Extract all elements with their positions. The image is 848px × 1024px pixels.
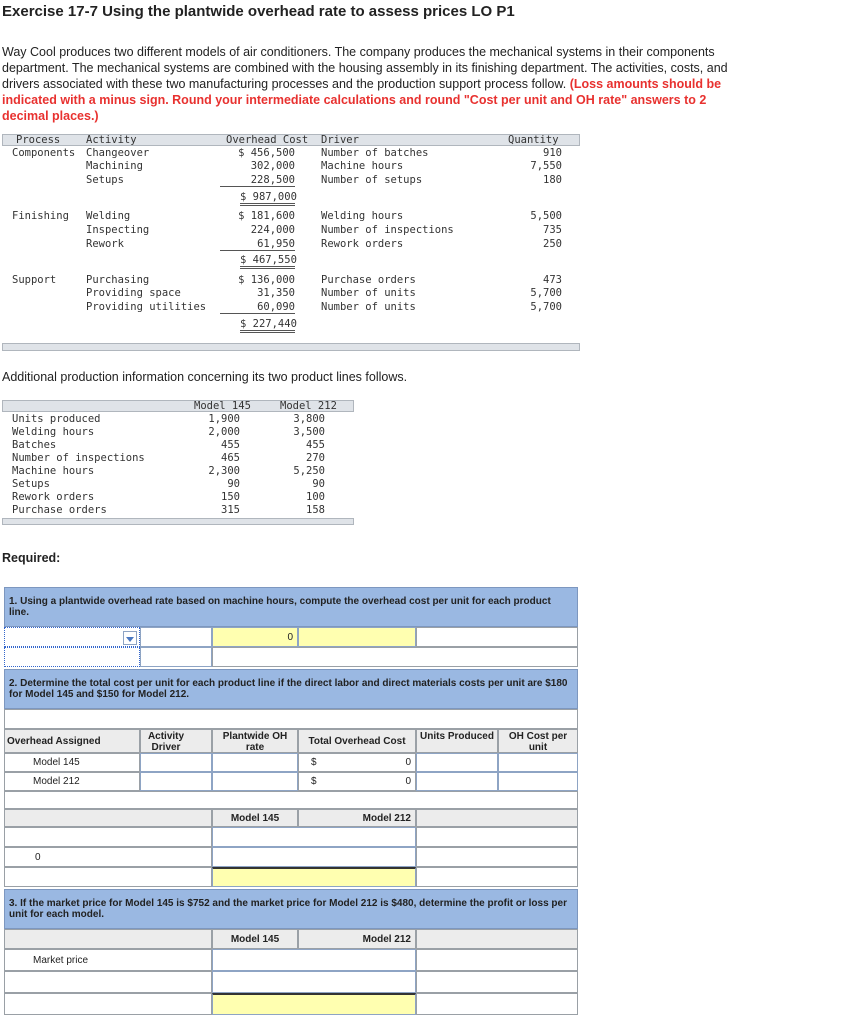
q2-part2-header-212	[298, 809, 416, 827]
driver-label: Number of units	[321, 287, 416, 299]
q2-header-total-text: Total Overhead Cost	[308, 736, 406, 747]
q3-empty	[416, 993, 578, 1015]
driver-label: Number of setups	[321, 174, 423, 186]
q2-total-cell-145	[298, 753, 416, 772]
q2-part2-row-label	[4, 827, 212, 847]
q1-input-3[interactable]	[140, 647, 212, 667]
q2-per-unit-input-212[interactable]	[498, 772, 578, 791]
model-145-value: 315	[221, 504, 240, 516]
col-header-process: Process	[16, 134, 61, 146]
model-212-value: 90	[312, 478, 325, 490]
model-212-value: 3,500	[293, 426, 325, 438]
process-components: Components	[12, 147, 76, 159]
model-212-value: 100	[306, 491, 325, 503]
q2-part2-input-row-2[interactable]	[212, 847, 416, 867]
activity-label: Providing utilities	[86, 301, 207, 313]
cost-table-scrollbar[interactable]	[2, 343, 580, 351]
model-145-value: 2,000	[208, 426, 240, 438]
q1-input-2[interactable]	[298, 627, 416, 647]
q2-driver-input-145[interactable]	[140, 753, 212, 772]
q3-market-price-label-cell	[4, 949, 212, 971]
q2-header-assigned-text: Overhead Assigned	[7, 736, 101, 747]
cost-value: 228,500	[220, 174, 295, 187]
model-212-value: 3,800	[293, 413, 325, 425]
q3-text: 3. If the market price for Model 145 is $752 and the market price for Model 212 is $480, determine the profit or loss per unit for each model.	[9, 898, 567, 920]
q2-row-label: Model 212	[33, 776, 80, 787]
q2-part2-empty	[416, 827, 578, 847]
driver-label: Number of units	[321, 301, 416, 313]
q2-part2-header-145-text: Model 145	[230, 813, 280, 824]
exercise-title: Exercise 17-7 Using the plantwide overhead rate to assess prices LO P1	[2, 3, 515, 20]
model-212-value: 158	[306, 504, 325, 516]
cost-value: 60,090	[220, 301, 295, 314]
row-label: Setups	[12, 478, 50, 490]
q2-total-value: 0	[405, 757, 411, 768]
q3-header-145	[212, 929, 298, 949]
q3-row-label	[4, 993, 212, 1015]
driver-label: Number of batches	[321, 147, 429, 159]
components-total: $ 987,000	[240, 191, 295, 206]
q2-part2-header-empty	[416, 809, 578, 827]
q3-header-blank	[4, 929, 212, 949]
col-header-model-145: Model 145	[194, 400, 251, 412]
q1-result-value: 0	[287, 632, 293, 643]
quantity-value: 5,700	[530, 287, 562, 299]
q2-header-driver-text: Activity Driver	[147, 731, 185, 753]
driver-label: Machine hours	[321, 160, 404, 172]
q2-header-units-text: Units Produced	[420, 731, 494, 742]
cost-value: $ 181,600	[238, 210, 295, 222]
row-label: Purchase orders	[12, 504, 107, 516]
model-212-value: 455	[306, 439, 325, 451]
q3-row-label	[4, 971, 212, 993]
q1-basis-select[interactable]	[4, 627, 140, 647]
q2-part2-header-145	[212, 809, 298, 827]
cost-value: 31,350	[257, 287, 295, 299]
col-header-quantity: Quantity	[508, 134, 559, 146]
row-label: Batches	[12, 439, 57, 451]
model-145-value: 90	[227, 478, 240, 490]
intro-text: Way Cool produces two different models of air conditioners. The company produces the mechanical systems in their components department. The mechanical systems are combined with the housing assembly in its finishing department. The activities, costs, and drivers associated with these two manufacturing processes and the production support process follow.	[2, 45, 728, 91]
activity-label: Machining	[86, 160, 143, 172]
col-header-cost: Overhead Cost	[226, 134, 309, 146]
q2-driver-input-212[interactable]	[140, 772, 212, 791]
q2-rate-input-212[interactable]	[212, 772, 298, 791]
cost-value: 61,950	[220, 238, 295, 251]
col-header-driver: Driver	[321, 134, 359, 146]
activity-label: Providing space	[86, 287, 181, 299]
activity-label: Purchasing	[86, 274, 150, 286]
additional-info-text: Additional production information concerning its two product lines follows.	[2, 370, 408, 384]
q2-header-units	[416, 729, 498, 753]
model-145-value: 150	[221, 491, 240, 503]
required-heading: Required:	[2, 551, 61, 565]
q2-header-assigned	[4, 729, 140, 753]
activity-label: Inspecting	[86, 224, 150, 236]
q3-header-145-text: Model 145	[230, 934, 280, 945]
intro-instructions: (Loss amounts should be indicated with a minus sign. Round your intermediate calculations and round "Cost per unit and OH rate" answers to 2 decimal places.)	[2, 77, 722, 123]
cost-value: $ 456,500	[238, 147, 295, 159]
q2-row-label: Model 145	[33, 757, 80, 768]
q3-header-212-text: Model 212	[362, 934, 411, 945]
q3-market-price-input[interactable]	[212, 949, 416, 971]
cost-value: 224,000	[250, 224, 295, 236]
activity-label: Setups	[86, 174, 124, 186]
q2-header-rate	[212, 729, 298, 753]
quantity-value: 735	[543, 224, 562, 236]
q2-units-input-145[interactable]	[416, 753, 498, 772]
dollar-sign: $	[311, 757, 317, 768]
q3-header	[4, 889, 578, 929]
row-label: Number of inspections	[12, 452, 145, 464]
q2-part2-total-row[interactable]	[212, 867, 416, 887]
cost-value: $ 136,000	[238, 274, 295, 286]
q2-header-total	[298, 729, 416, 753]
quantity-value: 7,550	[530, 160, 562, 172]
cost-value: 302,000	[250, 160, 295, 172]
q3-input-row-2[interactable]	[212, 971, 416, 993]
activity-label: Welding	[86, 210, 131, 222]
q1-input-1[interactable]	[140, 627, 212, 647]
model-145-value: 465	[221, 452, 240, 464]
q2-part2-zero: 0	[35, 852, 41, 863]
q2-spacer-row	[4, 709, 578, 729]
row-label: Welding hours	[12, 426, 95, 438]
model-212-value: 5,250	[293, 465, 325, 477]
q2-row-label-cell	[4, 772, 140, 791]
quantity-value: 473	[543, 274, 562, 286]
process-finishing: Finishing	[12, 210, 69, 222]
q1-empty-cell	[416, 627, 578, 647]
driver-label: Welding hours	[321, 210, 404, 222]
quantity-value: 250	[543, 238, 562, 250]
driver-label: Number of inspections	[321, 224, 454, 236]
q2-text: 2. Determine the total cost per unit for each product line if the direct labor and direct materials costs per unit are $180 for Model 145 and $150 for Model 212.	[9, 678, 568, 700]
q3-empty	[416, 971, 578, 993]
q3-total-row[interactable]	[212, 993, 416, 1015]
q2-part2-header-212-text: Model 212	[362, 813, 411, 824]
col-header-activity: Activity	[86, 134, 137, 146]
chevron-down-icon[interactable]	[123, 631, 137, 645]
q2-header-driver	[140, 729, 212, 753]
q2-part2-empty	[416, 847, 578, 867]
col-header-model-212: Model 212	[280, 400, 337, 412]
model-145-value: 1,900	[208, 413, 240, 425]
q3-empty	[416, 949, 578, 971]
q1-result-cell[interactable]	[212, 627, 298, 647]
quantity-value: 5,700	[530, 301, 562, 313]
q2-header-per-unit	[498, 729, 578, 753]
q2-part2-input-row-1[interactable]	[212, 827, 416, 847]
activity-label: Rework	[86, 238, 124, 250]
row-label: Machine hours	[12, 465, 95, 477]
q1-empty-row	[212, 647, 578, 667]
production-table-scrollbar[interactable]	[2, 518, 354, 525]
q2-row-label-cell	[4, 753, 140, 772]
q3-market-price-label: Market price	[33, 955, 89, 966]
finishing-total: $ 467,550	[240, 254, 295, 269]
driver-label: Purchase orders	[321, 274, 416, 286]
quantity-value: 910	[543, 147, 562, 159]
row-label: Units produced	[12, 413, 101, 425]
q2-header	[4, 669, 578, 709]
q1-header	[4, 587, 578, 627]
q2-part2-empty	[416, 867, 578, 887]
intro-paragraph	[2, 44, 750, 124]
q2-total-value: 0	[405, 776, 411, 787]
row-label: Rework orders	[12, 491, 95, 503]
q2-per-unit-input-145[interactable]	[498, 753, 578, 772]
q2-part2-row-label	[4, 867, 212, 887]
q3-header-empty	[416, 929, 578, 949]
q1-text: 1. Using a plantwide overhead rate based on machine hours, compute the overhead cost per unit for each product line.	[9, 596, 551, 618]
q2-units-input-212[interactable]	[416, 772, 498, 791]
q2-rate-input-145[interactable]	[212, 753, 298, 772]
quantity-value: 5,500	[530, 210, 562, 222]
support-total: $ 227,440	[240, 318, 295, 333]
q2-spacer-row-2	[4, 791, 578, 809]
q3-header-212	[298, 929, 416, 949]
model-145-value: 455	[221, 439, 240, 451]
q2-header-rate-text: Plantwide OH rate	[222, 731, 288, 753]
model-212-value: 270	[306, 452, 325, 464]
process-support: Support	[12, 274, 57, 286]
q2-part2-header-blank	[4, 809, 212, 827]
model-145-value: 2,300	[208, 465, 240, 477]
q2-total-cell-212	[298, 772, 416, 791]
dollar-sign: $	[311, 776, 317, 787]
quantity-value: 180	[543, 174, 562, 186]
activity-label: Changeover	[86, 147, 150, 159]
q2-part2-row-label	[4, 847, 212, 867]
driver-label: Rework orders	[321, 238, 404, 250]
q1-basis-select-2[interactable]	[4, 647, 140, 667]
q2-header-per-unit-text: OH Cost per unit	[508, 731, 568, 753]
